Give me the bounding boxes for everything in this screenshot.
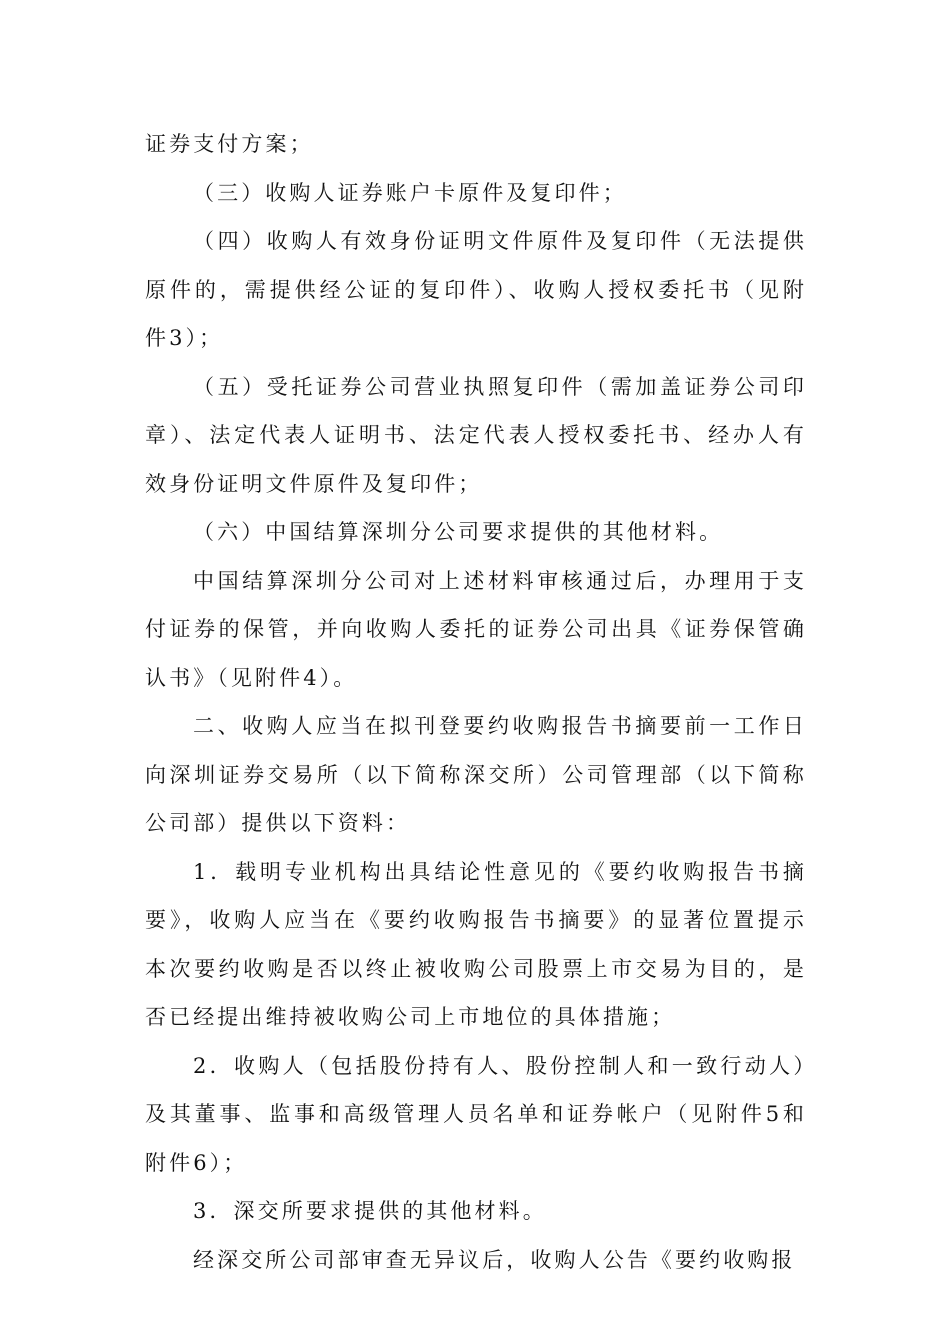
paragraph-item-5: （五）受托证券公司营业执照复印件（需加盖证券公司印章）、法定代表人证明书、法定代表人授权委托书、经办人有效身份证明文件原件及复印件； [145, 374, 807, 496]
paragraph-list-3: 3．深交所要求提供的其他材料。 [193, 1199, 547, 1223]
paragraph-item-4: （四）收购人有效身份证明文件原件及复印件（无法提供原件的，需提供经公证的复印件）、收购人授权委托书（见附件3）； [145, 229, 807, 350]
paragraph-list-2: 2．收购人（包括股份持有人、股份控制人和一致行动人）及其董事、监事和高级管理人员名单和证券帐户（见附件5和附件6）； [145, 1053, 807, 1175]
document-body [145, 120, 807, 1284]
paragraph-review-note: 中国结算深圳分公司对上述材料审核通过后，办理用于支付证券的保管，并向收购人委托的证券公司出具《证券保管确认书》（见附件4）。 [145, 568, 807, 690]
paragraph-announcement: 经深交所公司部审查无异议后，收购人公告《要约收购报 [193, 1247, 796, 1272]
paragraph-section-2: 二、收购人应当在拟刊登要约收购报告书摘要前一工作日向深圳证券交易所（以下简称深交所）公司管理部（以下简称公司部）提供以下资料： [145, 714, 807, 835]
paragraph-item-6: （六）中国结算深圳分公司要求提供的其他材料。 [193, 520, 724, 544]
paragraph-continuation: 证券支付方案； [145, 132, 314, 156]
paragraph-list-1: 1．载明专业机构出具结论性意见的《要约收购报告书摘要》，收购人应当在《要约收购报告书摘要》的显著位置提示本次要约收购是否以终止被收购公司股票上市交易为目的，是否已经提出维持被收购公司上市地位的具体措施； [145, 859, 807, 1029]
paragraph-item-3: （三）收购人证券账户卡原件及复印件； [193, 180, 627, 205]
